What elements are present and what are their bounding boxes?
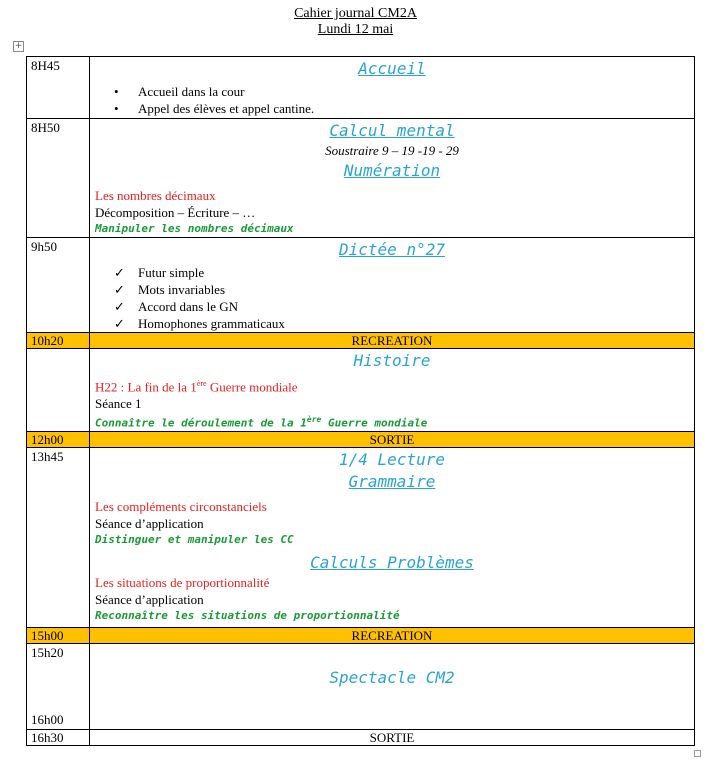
start-time: 15h20 bbox=[31, 644, 64, 660]
subject-title: Calcul mental bbox=[329, 121, 455, 140]
time-cell: 8H45 bbox=[27, 57, 90, 119]
table-row bbox=[27, 349, 695, 432]
check-icon: ✓ bbox=[114, 282, 125, 297]
lesson-objective: Manipuler les nombres décimaux bbox=[95, 222, 294, 235]
time-cell: 16h30 bbox=[27, 729, 90, 745]
subject-title: Dictée n°27 bbox=[339, 240, 445, 259]
page-date: Lundi 12 mai bbox=[317, 22, 394, 37]
time-cell: 9h50 bbox=[27, 238, 90, 333]
lesson-topic: Les compléments circonstanciels bbox=[95, 498, 267, 514]
break-label: RECREATION bbox=[90, 333, 695, 349]
bullet-icon: • bbox=[114, 84, 119, 99]
subject-title: Calculs Problèmes bbox=[310, 552, 474, 572]
list-item: • Appel des élèves et appel cantine. bbox=[114, 101, 315, 116]
table-row bbox=[27, 238, 695, 333]
content-cell bbox=[90, 643, 695, 729]
bullet-icon: • bbox=[114, 101, 119, 116]
lesson-topic: Les situations de proportionnalité bbox=[95, 574, 270, 590]
subject-title: Grammaire bbox=[348, 471, 436, 491]
break-row bbox=[27, 627, 695, 643]
table-row bbox=[27, 729, 695, 745]
table-row bbox=[27, 447, 695, 627]
check-icon: ✓ bbox=[114, 265, 125, 280]
time-cell: 10h20 bbox=[27, 333, 90, 349]
content-cell bbox=[90, 447, 695, 627]
check-icon: ✓ bbox=[114, 316, 125, 331]
subtitle: Soustraire 9 – 19 -19 - 29 bbox=[325, 143, 459, 158]
check-icon: ✓ bbox=[114, 299, 125, 314]
list-item: ✓ Homophones grammaticaux bbox=[114, 316, 285, 331]
content-cell bbox=[90, 57, 695, 119]
break-row bbox=[27, 333, 695, 349]
end-time: 16h00 bbox=[31, 711, 64, 727]
time-cell bbox=[27, 349, 90, 432]
list-item: • Accueil dans la cour bbox=[114, 84, 245, 99]
lesson-detail: Décomposition – Écriture – … bbox=[95, 205, 256, 220]
time-cell bbox=[27, 643, 90, 729]
lesson-objective: Distinguer et manipuler les CC bbox=[95, 532, 294, 546]
table-row bbox=[27, 643, 695, 729]
list-item: ✓ Mots invariables bbox=[114, 282, 226, 297]
content-cell bbox=[90, 238, 695, 333]
subject-title: Accueil bbox=[358, 59, 426, 78]
subject-title: Spectacle CM2 bbox=[329, 667, 455, 687]
content-cell bbox=[90, 349, 695, 432]
bullet-list bbox=[90, 83, 694, 117]
lesson-detail: Séance d’application bbox=[95, 515, 204, 531]
table-move-handle-icon[interactable]: + bbox=[14, 41, 23, 51]
time-cell: 12h00 bbox=[27, 431, 90, 447]
subject-title: Histoire bbox=[353, 351, 431, 370]
exit-label: SORTIE bbox=[90, 729, 695, 745]
list-item: ✓ Accord dans le GN bbox=[114, 299, 238, 314]
lesson-topic: H22 : La fin de la 1ère Guerre mondiale bbox=[95, 379, 298, 395]
break-label: SORTIE bbox=[90, 431, 695, 447]
time-cell: 13h45 bbox=[27, 447, 90, 627]
table-row bbox=[27, 119, 695, 238]
checklist bbox=[90, 264, 694, 332]
lesson-detail: Séance 1 bbox=[95, 396, 142, 412]
lesson-detail: Séance d’application bbox=[95, 591, 204, 607]
list-item: ✓ Futur simple bbox=[114, 265, 205, 280]
subject-title: 1/4 Lecture bbox=[339, 449, 445, 469]
time-cell: 8H50 bbox=[27, 119, 90, 238]
lesson-objective: Reconnaître les situations de proportionnalité bbox=[95, 608, 400, 622]
table-resize-handle[interactable] bbox=[694, 750, 701, 757]
schedule-table bbox=[26, 56, 695, 746]
table-row bbox=[27, 57, 695, 119]
page-title: Cahier journal CM2A bbox=[294, 6, 417, 21]
subject-title: Numération bbox=[343, 161, 441, 180]
lesson-objective: Connaître le déroulement de la 1ère Guerre mondiale bbox=[95, 415, 428, 430]
break-label: RECREATION bbox=[90, 627, 695, 643]
content-cell bbox=[90, 119, 695, 238]
break-row bbox=[27, 431, 695, 447]
time-cell: 15h00 bbox=[27, 627, 90, 643]
lesson-topic: Les nombres décimaux bbox=[95, 188, 216, 203]
